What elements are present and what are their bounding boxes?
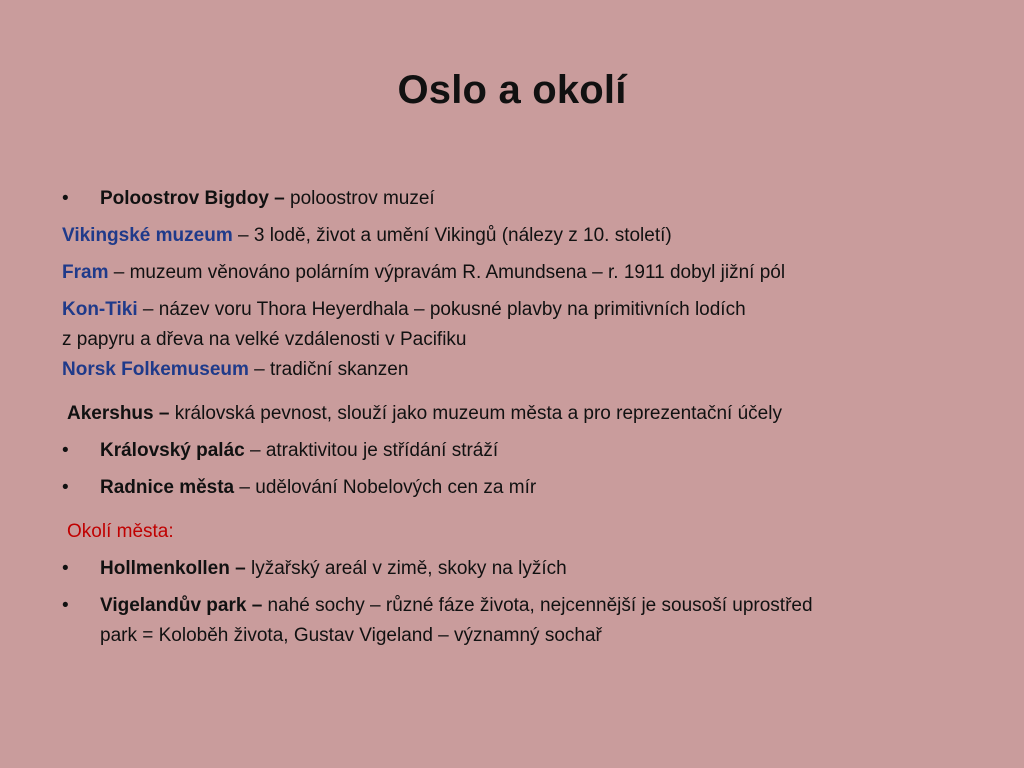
item-label: Kon-Tiki (62, 299, 138, 320)
slide-title: Oslo a okolí (397, 68, 627, 112)
list-item-akershus (62, 399, 982, 429)
item-text-continued: z papyru a dřeva na velké vzdálenosti v Pacifiku (62, 329, 467, 350)
item-label: Fram (62, 262, 109, 283)
bullet-icon: • (62, 188, 69, 209)
list-item-bigdoy (62, 184, 982, 214)
item-label: Vigelandův park – (100, 595, 263, 616)
list-item-fram (62, 258, 982, 288)
list-item-kontiki (62, 295, 982, 325)
bullet-icon: • (62, 558, 69, 579)
item-label: Poloostrov Bigdoy – (100, 188, 285, 209)
item-text: – 3 lodě, život a umění Vikingů (nálezy z 10. století) (232, 225, 672, 246)
list-item-viking (62, 221, 982, 251)
section-heading-okoli (62, 517, 982, 547)
item-text: lyžařský areál v zimě, skoky na lyžích (245, 558, 567, 579)
item-label: Akershus – (67, 403, 170, 424)
list-item-radnice (62, 473, 982, 503)
item-text: – tradiční skanzen (248, 359, 409, 380)
item-text: královská pevnost, slouží jako muzeum města a pro reprezentační účely (169, 403, 782, 424)
bullet-icon: • (62, 440, 69, 461)
item-text: – muzeum věnováno polárním výpravám R. Amundsena – r. 1911 dobyl jižní pól (108, 262, 786, 283)
bullet-icon: • (62, 595, 69, 616)
item-text: nahé sochy – různé fáze života, nejcennější je sousoší uprostřed (262, 595, 813, 616)
list-item-holmenkollen (62, 554, 982, 584)
list-item-vigeland (62, 591, 982, 621)
slide-content (62, 184, 982, 651)
item-label: Norsk Folkemuseum (62, 359, 249, 380)
item-text: – udělování Nobelových cen za mír (234, 477, 537, 498)
item-label: Královský palác (100, 440, 245, 461)
item-label: Hollmenkollen – (100, 558, 246, 579)
section-label: Okolí města: (67, 521, 174, 542)
item-text: – atraktivitou je střídání stráží (244, 440, 499, 461)
list-item-vigeland-cont (62, 621, 982, 651)
item-text-continued: park = Koloběh života, Gustav Vigeland – významný sochař (100, 625, 602, 646)
item-text: poloostrov muzeí (284, 188, 435, 209)
item-label: Radnice města (100, 477, 235, 498)
list-item-kontiki-cont (62, 325, 982, 355)
bullet-icon: • (62, 477, 69, 498)
list-item-norsk (62, 355, 982, 385)
list-item-palace (62, 436, 982, 466)
item-text: – název voru Thora Heyerdhala – pokusné plavby na primitivních lodích (137, 299, 746, 320)
item-label: Vikingské muzeum (62, 225, 233, 246)
